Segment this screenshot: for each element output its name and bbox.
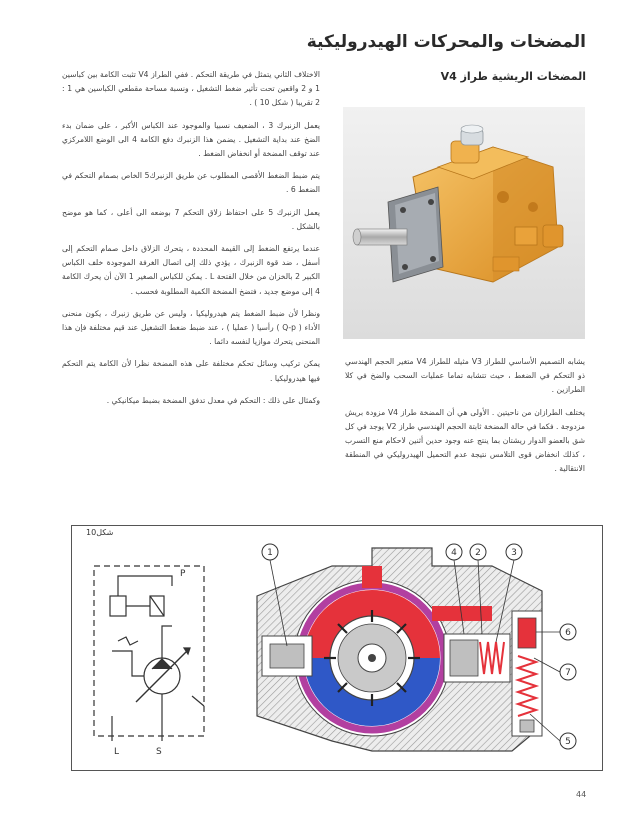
section-subtitle: المضخات الريشية طراز V4	[440, 70, 586, 83]
symbol-label-l: L	[114, 747, 120, 757]
paragraph: يختلف الطرازان من ناحيتين . الأولى هي أن المضخة طراز V4 مزودة بريش مزدوجة . فكما في حالة المضخة ثابتة الحجم الهندسي طراز V2 يوجد في كل شق بالعضو الدوار ريشتان بما ينتج عنه وجود حدين أثنين لاحكام منع التسرب ، كذلك انخفاض قوى التلامس نتيجة عدم التحميل الهيدروليكي في المنطقة الانتقالية .	[345, 407, 585, 474]
pump-housing	[257, 548, 542, 751]
svg-text:3: 3	[511, 548, 517, 558]
paragraph: ونظرا لأن ضبط الضغط يتم هيدروليكيا ، وليس عن طريق زنبرك ، يكون منحنى الأداء ( Q-p ) رأسيا ( عمليا ) ، عند ضبط ضغط التشغيل عند قيم مختلفة فإن هذا المنحنى يتحرك موازيا لنفسه دائما .	[62, 308, 320, 347]
page-title: المضخات والمحركات الهيدروليكية	[306, 32, 586, 52]
svg-text:5: 5	[565, 737, 571, 747]
svg-text:1: 1	[267, 548, 273, 558]
figure-10-frame	[71, 525, 603, 771]
callout-3	[506, 544, 522, 560]
pump-cross-section-diagram	[72, 526, 602, 770]
paragraph: وكمثال على ذلك : التحكم في معدل تدفق المضخة بضبط ميكانيكي .	[106, 395, 320, 405]
symbol-label-s: S	[156, 747, 162, 757]
svg-text:2: 2	[475, 548, 481, 558]
figure-caption: شكل10	[86, 528, 114, 537]
page-number: 44	[576, 790, 587, 799]
callout-2	[470, 544, 486, 560]
pump-photo-drawing	[343, 107, 585, 339]
pump-photo	[343, 107, 585, 339]
callout-4	[446, 544, 462, 560]
hydraulic-symbol	[94, 566, 204, 741]
symbol-label-p: P	[180, 569, 186, 579]
paragraph: يعمل الزنبرك 3 ، الضعيف نسبيا والموجود عند الكباس الأكبر ، على ضمان بدء الضخ عند بداية التشغيل . يضمن هذا الزنبرك دفع الكامة 4 الى الوضع اللامركزي عند توقف المضخة أو انخفاض الضغط .	[62, 120, 321, 159]
callout-7	[560, 664, 576, 680]
svg-text:7: 7	[565, 668, 571, 678]
paragraph: يمكن تركيب وسائل تحكم مختلفة على هذه المضخة نظرا لأن الكامة يتم التحكم فيها هيدروليكيا .	[62, 359, 320, 383]
left-text-column	[62, 68, 320, 416]
callout-6	[560, 624, 576, 640]
paragraph: عندما يرتفع الضغط إلى القيمة المحددة ، يتحرك الزلاق داخل صمام التحكم إلى أسفل ، ضد قوة الزنبرك ، يؤدي ذلك إلى اتصال الغرفة الموجودة خلف الكباس الكبير 2 بالخزان من خلال الفتحة L . يمكن للكباس الصغير 1 الآن أن يحرك الكامة 4 إلى موضع جديد ، فتضخ المضخة الكمية المطلوبة فحسب .	[62, 244, 320, 296]
svg-text:4: 4	[451, 548, 457, 558]
paragraph: يتم ضبط الضغط الأقصى المطلوب عن طريق الزنبرك5 الخاص بصمام التحكم في الضغط 6 .	[62, 171, 320, 195]
right-text-column	[345, 355, 585, 485]
callout-5	[560, 733, 576, 749]
paragraph: يشابه التصميم الأساسي للطراز V3 مثيله للطراز V4 متغير الحجم الهندسي ذو التحكم في الضغط ، حيث تتشابه تماما عمليات السحب والضخ في كلا الطرازين .	[345, 357, 585, 395]
svg-text:6: 6	[565, 628, 571, 638]
callout-1	[262, 544, 278, 560]
paragraph: الاختلاف الثاني يتمثل في طريقة التحكم . ففي الطراز V4 تثبت الكامة بين كباسين 1 و 2 واقعين تحت تأثير ضغط التشغيل ، ونسبة مساحة مقطعي الكباسين هي 1 : 2 تقريبا ( شكل 10 ) .	[62, 70, 321, 108]
paragraph: يعمل الزنبرك 5 على احتفاظ زلاق التحكم 7 بوضعه الى أعلى ، كما هو موضح بالشكل .	[62, 207, 320, 231]
